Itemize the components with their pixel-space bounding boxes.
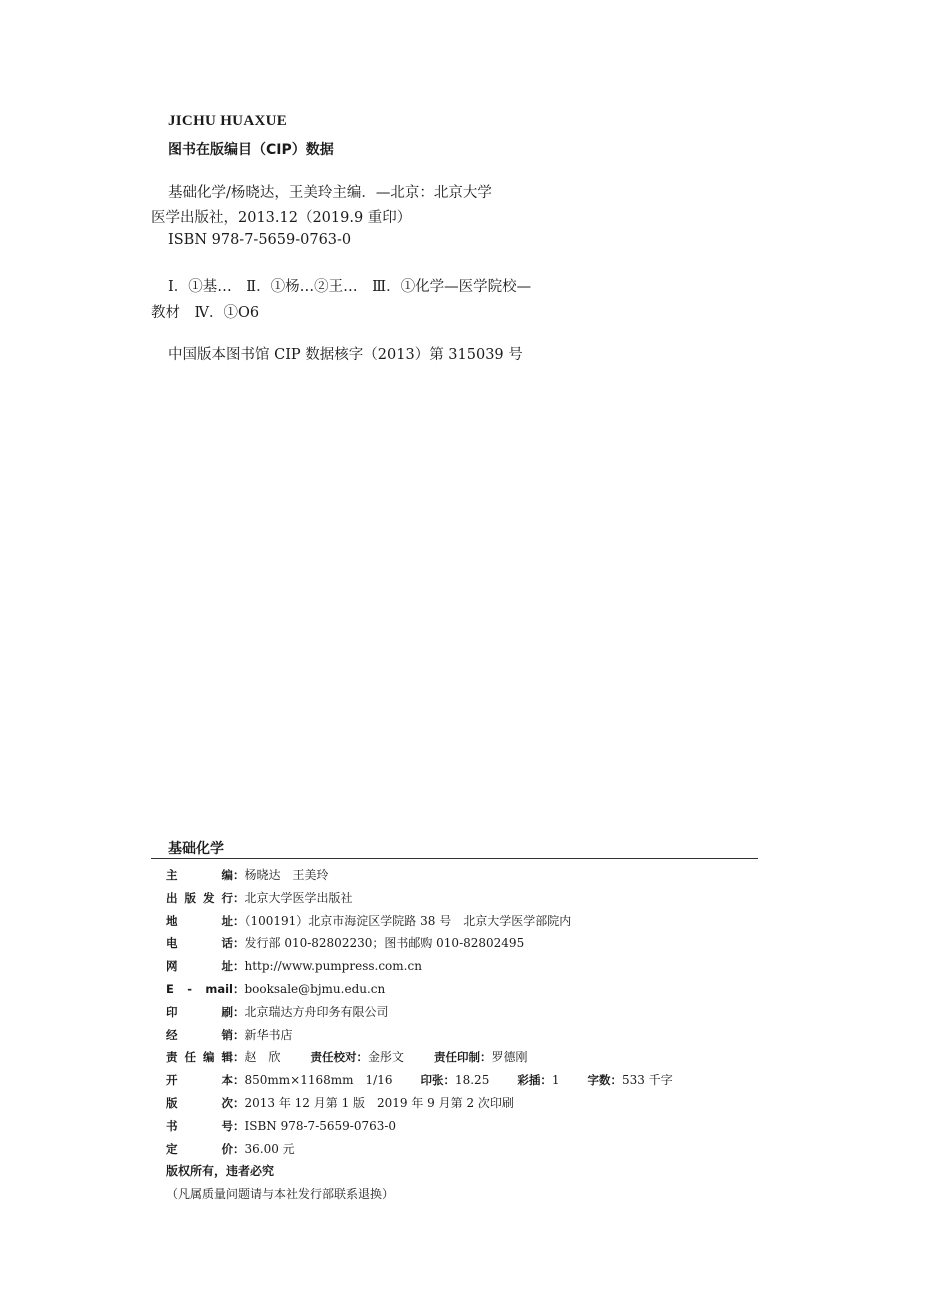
cip-line-1: 基础化学/杨晓达，王美玲主编．—北京：北京大学 <box>168 185 492 201</box>
proofreader-value: 金彤文 <box>368 1050 405 1065</box>
cip-isbn: ISBN 978-7-5659-0763-0 <box>168 232 352 248</box>
printer-label: 印 刷 <box>166 1004 233 1019</box>
responsible-editor-label: 责任编辑 <box>166 1050 233 1065</box>
sheets-value: 18.25 <box>454 1073 490 1088</box>
distributor-row: 经 销：新华书店 <box>166 1024 756 1047</box>
sheets-label: 印张 <box>420 1073 444 1088</box>
publisher-row: 出版发行：北京大学医学出版社 <box>166 887 756 910</box>
address-row: 地 址：（100191）北京市海淀区学院路 38 号 北京大学医学部院内 <box>166 910 756 933</box>
colophon-block <box>166 864 756 1206</box>
cip-heading: 图书在版编目（CIP）数据 <box>168 142 334 158</box>
email-value: booksale@bjmu.edu.cn <box>244 981 386 996</box>
price-row: 定 价：36.00 元 <box>166 1138 756 1161</box>
pinyin-title: JICHU HUAXUE <box>168 113 288 129</box>
website-label: 网 址 <box>166 959 233 974</box>
staff-row: 责任编辑：赵 欣 责任校对：金彤文 责任印制：罗德刚 <box>166 1046 756 1069</box>
distributor-value: 新华书店 <box>244 1027 293 1042</box>
printer-row: 印 刷：北京瑞达方舟印务有限公司 <box>166 1001 756 1024</box>
cip-classification-2: 教材 Ⅳ．①O6 <box>151 305 260 321</box>
word-count-label: 字数 <box>587 1073 611 1088</box>
edition-label: 版 次 <box>166 1095 233 1110</box>
proofreader-label: 责任校对 <box>310 1050 357 1065</box>
address-label: 地 址 <box>166 913 233 928</box>
print-supervisor-label: 责任印制 <box>434 1050 481 1065</box>
editor-row: 主 编：杨晓达 王美玲 <box>166 864 756 887</box>
distributor-label: 经 销 <box>166 1027 233 1042</box>
return-policy-note: （凡属质量问题请与本社发行部联系退换） <box>166 1187 395 1202</box>
price-value: 36.00 元 <box>244 1141 295 1156</box>
address-value: （100191）北京市海淀区学院路 38 号 北京大学医学部院内 <box>244 913 572 928</box>
format-label: 开 本 <box>166 1073 233 1088</box>
book-title: 基础化学 <box>168 841 224 857</box>
website-row: 网 址：http://www.pumpress.com.cn <box>166 955 756 978</box>
email-label: E - mail <box>166 981 233 996</box>
print-supervisor-value: 罗德刚 <box>491 1050 528 1065</box>
phone-value: 发行部 010-82802230；图书邮购 010-82802495 <box>244 936 525 951</box>
isbn-value: ISBN 978-7-5659-0763-0 <box>244 1118 397 1133</box>
divider <box>151 858 758 859</box>
phone-row: 电 话：发行部 010-82802230；图书邮购 010-82802495 <box>166 932 756 955</box>
responsible-editor-value: 赵 欣 <box>244 1050 281 1065</box>
format-row: 开 本：850mm×1168mm 1/16 印张：18.25 彩插：1 字数：533 千字 <box>166 1069 756 1092</box>
word-count-value: 533 千字 <box>621 1073 673 1088</box>
email-row: E - mail：booksale@bjmu.edu.cn <box>166 978 756 1001</box>
format-value: 850mm×1168mm 1/16 <box>244 1073 393 1088</box>
cip-classification-1: Ⅰ．①基… Ⅱ．①杨…②王… Ⅲ．①化学—医学院校— <box>168 279 532 295</box>
publisher-value: 北京大学医学出版社 <box>244 890 353 905</box>
plates-value: 1 <box>551 1073 560 1088</box>
publisher-label: 出版发行 <box>166 890 233 905</box>
editor-value: 杨晓达 王美玲 <box>244 868 329 882</box>
cip-record-number: 中国版本图书馆 CIP 数据核字（2013）第 315039 号 <box>168 347 523 363</box>
copyright-notice: 版权所有，违者必究 <box>166 1164 275 1179</box>
editor-label: 主 编 <box>166 868 233 882</box>
isbn-row: 书 号：ISBN 978-7-5659-0763-0 <box>166 1115 756 1138</box>
price-label: 定 价 <box>166 1141 233 1156</box>
edition-row: 版 次：2013 年 12 月第 1 版 2019 年 9 月第 2 次印刷 <box>166 1092 756 1115</box>
printer-value: 北京瑞达方舟印务有限公司 <box>244 1004 389 1019</box>
edition-value: 2013 年 12 月第 1 版 2019 年 9 月第 2 次印刷 <box>244 1095 514 1110</box>
cip-line-2: 医学出版社，2013.12（2019.9 重印） <box>151 210 412 226</box>
phone-label: 电 话 <box>166 936 233 951</box>
plates-label: 彩插 <box>517 1073 541 1088</box>
website-value: http://www.pumpress.com.cn <box>244 959 422 974</box>
isbn-label: 书 号 <box>166 1118 233 1133</box>
